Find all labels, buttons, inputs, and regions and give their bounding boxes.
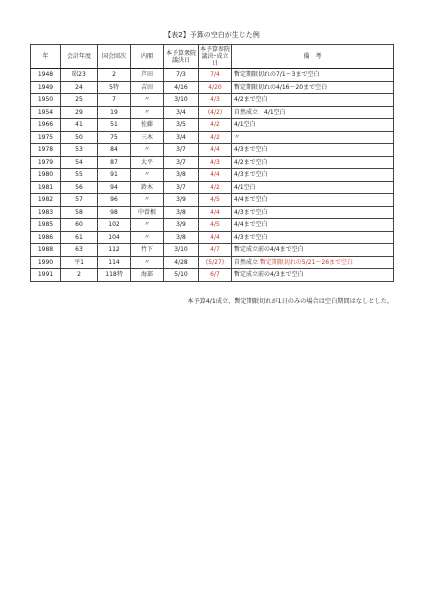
table-row: [31, 81, 394, 94]
cell-upper-house-vote: 4/3: [199, 94, 232, 107]
cell-upper-house-vote: 4/20: [199, 81, 232, 94]
cell-year: 1981: [31, 181, 61, 194]
cell-lower-house-vote: 3/10: [164, 244, 199, 257]
cell-remarks: [232, 156, 394, 169]
header-upper-house-line2: 議決･成立: [201, 53, 229, 60]
cell-fiscal-year: 54: [61, 156, 98, 169]
cell-remarks: [232, 94, 394, 107]
table-row: [31, 256, 394, 269]
cell-diet-session: 7: [98, 94, 131, 107]
cell-diet-session: 98: [98, 206, 131, 219]
remarks-text: 4/2まで空白: [234, 158, 268, 166]
table-row: [31, 194, 394, 207]
cell-fiscal-year: 2: [61, 269, 98, 282]
header-cabinet: 内閣: [131, 45, 164, 69]
table-row: [31, 269, 394, 282]
cell-remarks: [232, 69, 394, 82]
cell-fiscal-year: 61: [61, 231, 98, 244]
cell-year: 1949: [31, 81, 61, 94]
cell-remarks: [232, 219, 394, 232]
cell-cabinet: 中曽根: [131, 206, 164, 219]
cell-lower-house-vote: 4/28: [164, 256, 199, 269]
cell-lower-house-vote: 3/4: [164, 106, 199, 119]
cell-lower-house-vote: 3/9: [164, 219, 199, 232]
cell-lower-house-vote: 3/9: [164, 194, 199, 207]
remarks-text: 暫定期限切れの7/1～3まで空白: [234, 71, 320, 79]
cell-fiscal-year: 56: [61, 181, 98, 194]
cell-remarks: [232, 194, 394, 207]
cell-cabinet: 〃: [131, 94, 164, 107]
cell-upper-house-vote: 4/2: [199, 131, 232, 144]
cell-diet-session: 75: [98, 131, 131, 144]
cell-remarks: [232, 269, 394, 282]
cell-lower-house-vote: 3/8: [164, 206, 199, 219]
cell-cabinet: 吉田: [131, 81, 164, 94]
table-body: [31, 69, 394, 282]
cell-cabinet: 佐藤: [131, 119, 164, 132]
cell-diet-session: 91: [98, 169, 131, 182]
cell-cabinet: 芦田: [131, 69, 164, 82]
table-row: [31, 69, 394, 82]
cell-lower-house-vote: 3/10: [164, 94, 199, 107]
cell-remarks: [232, 144, 394, 157]
cell-upper-house-vote: 4/3: [199, 156, 232, 169]
header-lower-house-line2: 議決日: [171, 56, 190, 64]
cell-diet-session: 5特: [98, 81, 131, 94]
cell-diet-session: 2: [98, 69, 131, 82]
cell-fiscal-year: 25: [61, 94, 98, 107]
table-row: [31, 181, 394, 194]
table-row: [31, 144, 394, 157]
cell-lower-house-vote: 3/8: [164, 169, 199, 182]
cell-upper-house-vote: 4/7: [199, 244, 232, 257]
cell-year: 1954: [31, 106, 61, 119]
cell-diet-session: 102: [98, 219, 131, 232]
remarks-text: 4/3まで空白: [234, 171, 268, 179]
cell-fiscal-year: 57: [61, 194, 98, 207]
cell-upper-house-vote: 4/2: [199, 181, 232, 194]
cell-diet-session: 94: [98, 181, 131, 194]
cell-remarks: [232, 181, 394, 194]
cell-year: 1986: [31, 231, 61, 244]
cell-lower-house-vote: 3/5: [164, 119, 199, 132]
table-row: [31, 244, 394, 257]
cell-year: 1966: [31, 119, 61, 132]
cell-year: 1985: [31, 219, 61, 232]
table-row: [31, 219, 394, 232]
cell-lower-house-vote: 3/7: [164, 144, 199, 157]
cell-fiscal-year: 41: [61, 119, 98, 132]
cell-lower-house-vote: 3/4: [164, 131, 199, 144]
cell-year: 1978: [31, 144, 61, 157]
cell-lower-house-vote: 3/7: [164, 181, 199, 194]
cell-year: 1950: [31, 94, 61, 107]
cell-cabinet: 〃: [131, 219, 164, 232]
cell-lower-house-vote: 7/3: [164, 69, 199, 82]
remarks-text: 4/3まで空白: [234, 233, 268, 241]
cell-fiscal-year: 60: [61, 219, 98, 232]
table-row: [31, 231, 394, 244]
cell-cabinet: 〃: [131, 144, 164, 157]
table-row: [31, 169, 394, 182]
cell-upper-house-vote: (5/27): [199, 256, 232, 269]
cell-fiscal-year: 63: [61, 244, 98, 257]
cell-cabinet: 〃: [131, 169, 164, 182]
table-row: [31, 156, 394, 169]
cell-upper-house-vote: 4/4: [199, 169, 232, 182]
cell-fiscal-year: 24: [61, 81, 98, 94]
remarks-text: 4/4まで空白: [234, 221, 268, 229]
cell-cabinet: 大平: [131, 156, 164, 169]
cell-remarks: [232, 256, 394, 269]
cell-year: 1979: [31, 156, 61, 169]
cell-diet-session: 104: [98, 231, 131, 244]
cell-fiscal-year: 昭23: [61, 69, 98, 82]
cell-fiscal-year: 50: [61, 131, 98, 144]
cell-upper-house-vote: 7/4: [199, 69, 232, 82]
footnote: 本予算4/1成立、暫定期限切れが1日のみの場合は空白期間はなしとした。: [187, 298, 393, 305]
cell-upper-house-vote: (4/2): [199, 106, 232, 119]
budget-gap-table: [30, 44, 394, 282]
cell-cabinet: 〃: [131, 231, 164, 244]
cell-diet-session: 19: [98, 106, 131, 119]
cell-year: 1948: [31, 69, 61, 82]
remarks-text: 暫定期限切れの4/16～20まで空白: [234, 83, 328, 91]
header-row: [31, 45, 394, 69]
cell-diet-session: 114: [98, 256, 131, 269]
cell-cabinet: 〃: [131, 194, 164, 207]
header-year: 年: [31, 45, 61, 69]
cell-fiscal-year: 29: [61, 106, 98, 119]
cell-upper-house-vote: 4/2: [199, 119, 232, 132]
table-title: 【表2】予算の空白が生じた例: [164, 31, 260, 39]
table-row: [31, 131, 394, 144]
cell-remarks: [232, 244, 394, 257]
cell-year: 1983: [31, 206, 61, 219]
cell-year: 1980: [31, 169, 61, 182]
cell-cabinet: 〃: [131, 256, 164, 269]
header-lower-house-vote: [164, 45, 199, 69]
remarks-text: 4/3まで空白: [234, 146, 268, 154]
cell-remarks: [232, 231, 394, 244]
cell-year: 1990: [31, 256, 61, 269]
cell-upper-house-vote: 4/4: [199, 206, 232, 219]
header-fiscal-year: 会計年度: [61, 45, 98, 69]
cell-remarks: [232, 106, 394, 119]
cell-lower-house-vote: 3/8: [164, 231, 199, 244]
remarks-text: 〃: [234, 133, 241, 141]
remarks-text: 4/2まで空白: [234, 96, 268, 104]
remarks-text: 自然成立: [234, 258, 260, 266]
cell-upper-house-vote: 4/4: [199, 231, 232, 244]
cell-diet-session: 84: [98, 144, 131, 157]
cell-remarks: [232, 119, 394, 132]
header-remarks: 備 考: [232, 45, 394, 69]
cell-remarks: [232, 169, 394, 182]
cell-year: 1988: [31, 244, 61, 257]
cell-remarks: [232, 206, 394, 219]
header-upper-house-line1: 本予算参院: [199, 46, 230, 53]
cell-lower-house-vote: 5/10: [164, 269, 199, 282]
cell-fiscal-year: 53: [61, 144, 98, 157]
remarks-text: 4/3まで空白: [234, 208, 268, 216]
cell-upper-house-vote: 6/7: [199, 269, 232, 282]
header-upper-house-vote: [199, 45, 232, 69]
header-diet-session: 国会回次: [98, 45, 131, 69]
cell-cabinet: 鈴木: [131, 181, 164, 194]
cell-lower-house-vote: 3/7: [164, 156, 199, 169]
remarks-text: 暫定成立前の4/3まで空白: [234, 271, 304, 279]
header-upper-house-line3: 日: [211, 60, 218, 67]
cell-diet-session: 87: [98, 156, 131, 169]
cell-diet-session: 96: [98, 194, 131, 207]
cell-remarks: [232, 81, 394, 94]
remarks-highlight-text: 暫定期限切れの5/21～26まで空白: [259, 258, 354, 266]
table-row: [31, 94, 394, 107]
remarks-text: 4/1空白: [234, 183, 256, 191]
cell-cabinet: 三木: [131, 131, 164, 144]
cell-diet-session: 112: [98, 244, 131, 257]
cell-cabinet: 竹下: [131, 244, 164, 257]
cell-year: 1975: [31, 131, 61, 144]
remarks-text: 4/4まで空白: [234, 196, 268, 204]
cell-year: 1991: [31, 269, 61, 282]
cell-remarks: [232, 131, 394, 144]
cell-upper-house-vote: 4/4: [199, 144, 232, 157]
cell-fiscal-year: 平1: [61, 256, 98, 269]
cell-diet-session: 51: [98, 119, 131, 132]
cell-cabinet: 海部: [131, 269, 164, 282]
remarks-text: 暫定成立前の4/4まで空白: [234, 246, 304, 254]
header-lower-house-line1: 本予算衆院: [165, 49, 196, 57]
cell-fiscal-year: 55: [61, 169, 98, 182]
cell-upper-house-vote: 4/5: [199, 194, 232, 207]
table-row: [31, 106, 394, 119]
cell-upper-house-vote: 4/5: [199, 219, 232, 232]
cell-year: 1982: [31, 194, 61, 207]
cell-fiscal-year: 58: [61, 206, 98, 219]
cell-cabinet: 〃: [131, 106, 164, 119]
remarks-text: 自然成立 4/1空白: [234, 108, 286, 116]
remarks-text: 4/1空白: [234, 121, 256, 129]
cell-lower-house-vote: 4/16: [164, 81, 199, 94]
table-row: [31, 119, 394, 132]
table-row: [31, 206, 394, 219]
cell-diet-session: 118特: [98, 269, 131, 282]
